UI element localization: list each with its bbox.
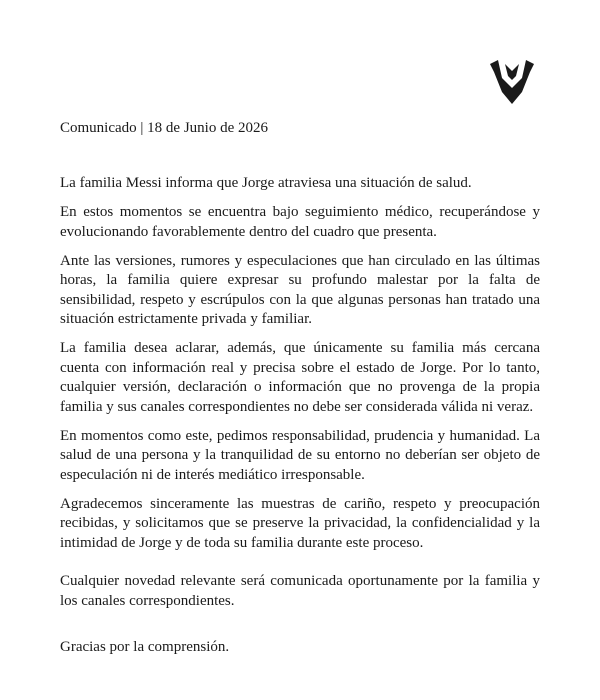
statement-body — [60, 174, 540, 667]
paragraph-intro: La familia Messi informa que Jorge atraviesa una situación de salud. — [60, 175, 472, 191]
paragraph-closing: Gracias por la comprensión. — [60, 639, 230, 655]
paragraph-responsibility: En momentos como este, pedimos responsabilidad, prudencia y humanidad. La salud de una persona y la tranquilidad de su entorno no deberían ser objeto de especulación ni de interés mediático irresponsable. — [60, 427, 540, 483]
statement-date-line: Comunicado | 18 de Junio de 2026 — [60, 120, 268, 136]
paragraph-updates: Cualquier novedad relevante será comunicada oportunamente por la familia y los canales correspondientes. — [60, 573, 540, 609]
paragraph-clarification: La familia desea aclarar, además, que únicamente su familia más cercana cuenta con información real y precisa sobre el estado de Jorge. Por lo tanto, cualquier versión, declaración o información que no provenga de la propia familia y sus canales correspondientes no debe ser considerada válida ni veraz. — [60, 340, 540, 415]
paragraph-rumors: Ante las versiones, rumores y especulaciones que han circulado en las últimas horas, la familia quiere expresar su profundo malestar por la falta de sensibilidad, respeto y escrúpulos con la que algunas personas han tratado una situación estrictamente privada y familiar. — [60, 252, 540, 327]
paragraph-thanks: Agradecemos sinceramente las muestras de cariño, respeto y preocupación recibidas, y solicitamos que se preserve la privacidad, la confidencialidad y la intimidad de Jorge y de toda su familia durante este proceso. — [60, 495, 540, 551]
messi-m-logo-icon — [488, 58, 536, 106]
paragraph-health-status: En estos momentos se encuentra bajo seguimiento médico, recuperándose y evolucionando favorablemente dentro del cuadro que presenta. — [60, 204, 540, 240]
